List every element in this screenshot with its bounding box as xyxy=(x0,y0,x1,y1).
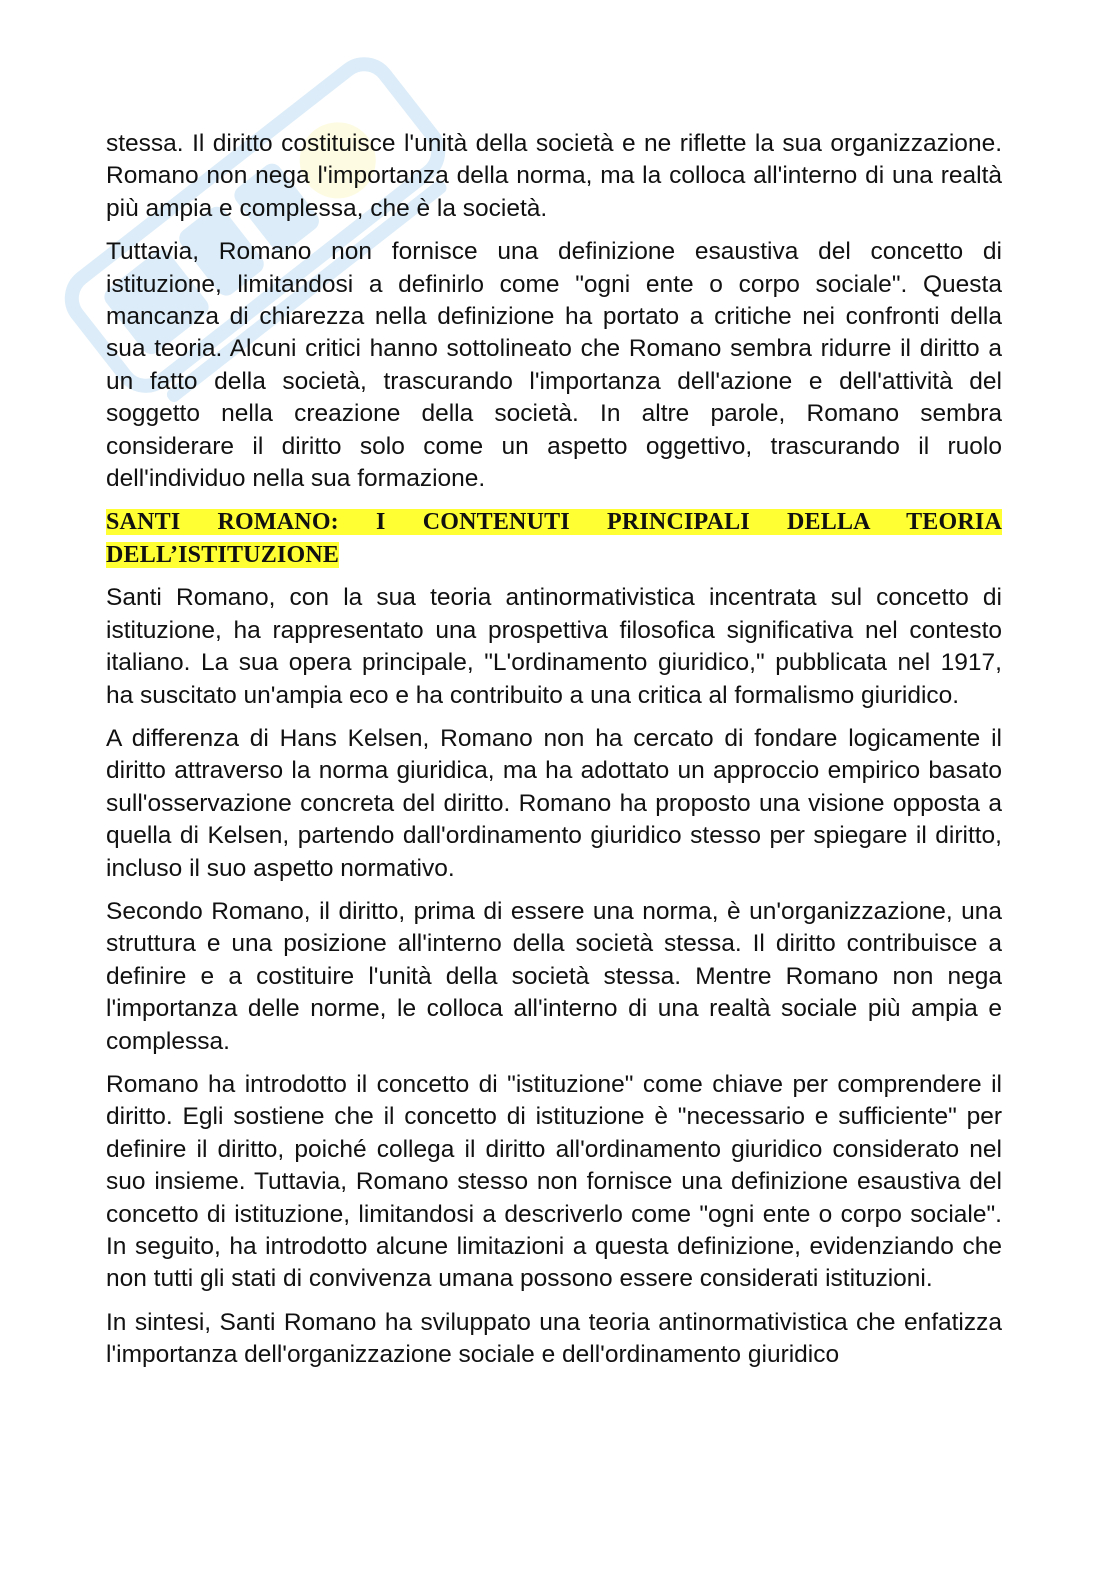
paragraph-7: In sintesi, Santi Romano ha sviluppato una teoria antinormativistica che enfatizza l'importanza dell'organizzazione sociale e dell'ordinamento giuridico xyxy=(106,1308,1002,1369)
paragraph-6: Romano ha introdotto il concetto di "istituzione" come chiave per comprendere il diritto. Egli sostiene che il concetto di istituzione è "necessario e sufficiente" per definire il diritto, poiché collega il diritto all'ordinamento giuridico considerato nel suo insieme. Tuttavia, Romano stesso non fornisce una definizione esaustiva del concetto di istituzione, limitandosi a descriverlo come "ogni ente o corpo sociale". In seguito, ha introdotto alcune limitazioni a questa definizione, evidenziando che non tutti gli stati di convivenza umana possono essere considerati istituzioni. xyxy=(106,1070,1002,1293)
paragraph-5: Secondo Romano, il diritto, prima di essere una norma, è un'organizzazione, una struttura e una posizione all'interno della società stessa. Il diritto contribuisce a definire e a costituire l'unità della società stessa. Mentre Romano non nega l'importanza delle norme, le colloca all'interno di una realtà sociale più ampia e complessa. xyxy=(106,897,1002,1055)
paragraph-1: stessa. Il diritto costituisce l'unità della società e ne riflette la sua organizzazione. Romano non nega l'importanza della norma, ma la colloca all'interno di una realtà più ampia e complessa, che è la società. xyxy=(106,130,1002,222)
document-body xyxy=(106,128,1002,1383)
section-heading-text: SANTI ROMANO: I CONTENUTI PRINCIPALI DELLA TEORIA DELL’ISTITUZIONE xyxy=(106,509,1002,568)
paragraph-2: Tuttavia, Romano non fornisce una definizione esaustiva del concetto di istituzione, limitandosi a definirlo come "ogni ente o corpo sociale". Questa mancanza di chiarezza nella definizione ha portato a critiche nei confronti della sua teoria. Alcuni critici hanno sottolineato che Romano sembra ridurre il diritto a un fatto della società, trascurando l'importanza dell'azione e dell'attività del soggetto nella creazione della società. In altre parole, Romano sembra considerare il diritto solo come un aspetto oggettivo, trascurando il ruolo dell'individuo nella sua formazione. xyxy=(106,238,1002,493)
paragraph-4: A differenza di Hans Kelsen, Romano non ha cercato di fondare logicamente il diritto attraverso la norma giuridica, ma ha adottato un approccio empirico basato sull'osservazione concreta del diritto. Romano ha proposto una visione opposta a quella di Kelsen, partendo dall'ordinamento giuridico stesso per spiegare il diritto, incluso il suo aspetto normativo. xyxy=(106,724,1002,882)
paragraph-3: Santi Romano, con la sua teoria antinormativistica incentrata sul concetto di istituzione, ha rappresentato una prospettiva filosofica significativa nel contesto italiano. La sua opera principale, "L'ordinamento giuridico," pubblicata nel 1917, ha suscitato un'ampia eco e ha contribuito a una critica al formalismo giuridico. xyxy=(106,584,1002,709)
section-heading xyxy=(106,506,1002,571)
